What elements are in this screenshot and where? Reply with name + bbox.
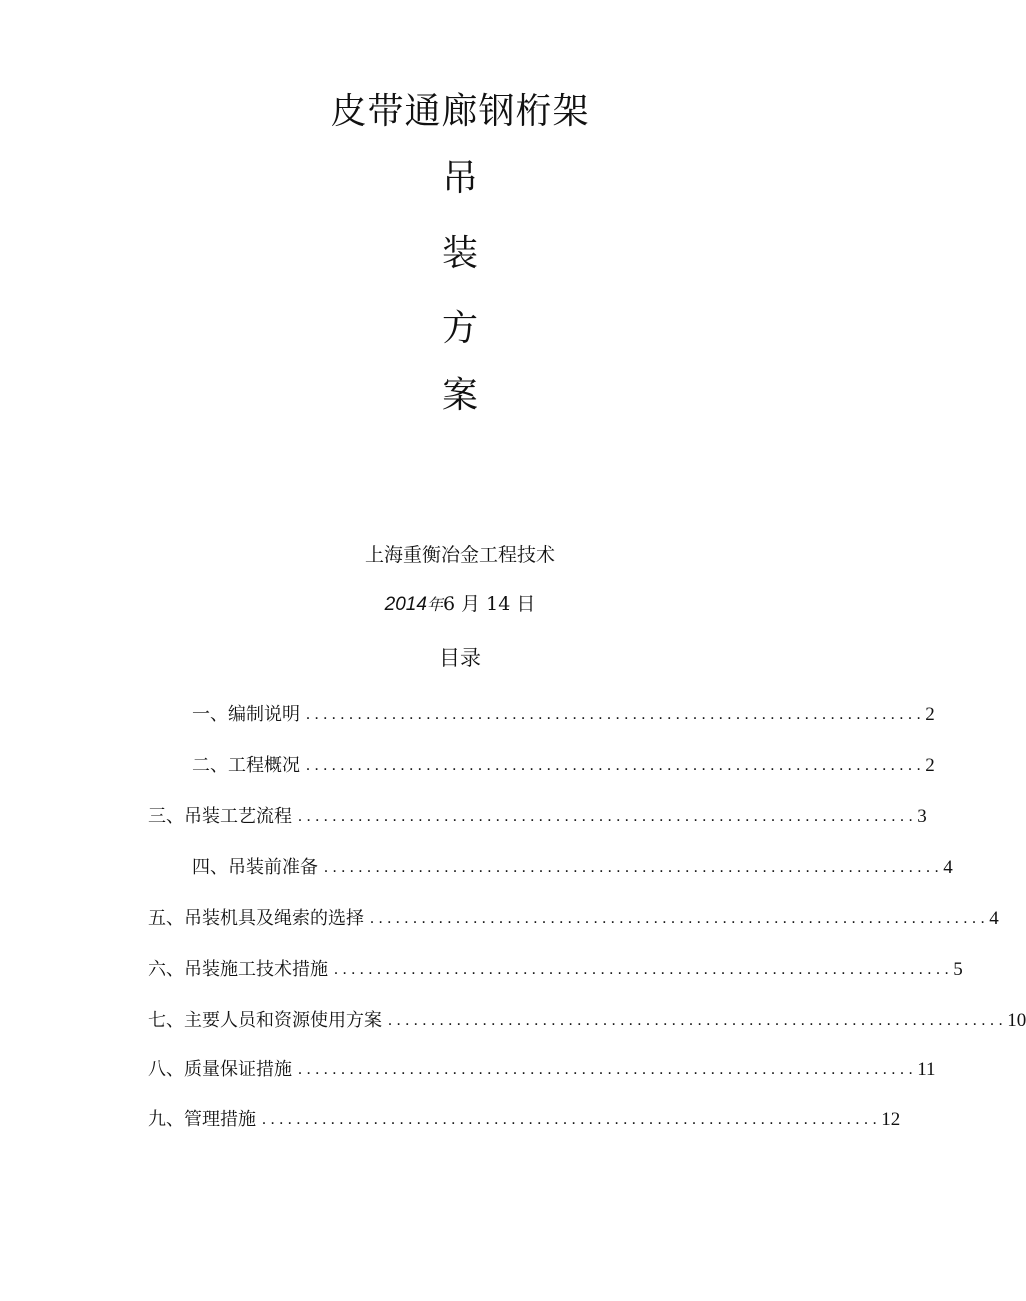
toc-item-label: 九、管理措施 [148,1109,256,1130]
toc-leader-dots: ........................................................................ [306,757,926,774]
toc-leader-dots: ........................................................................ [298,1061,918,1078]
toc-item-page: 2 [925,704,935,725]
toc-leader-dots: ........................................................................ [298,808,918,825]
date-rest: 6 月 14 日 [442,593,536,615]
date-year-char: 年 [426,595,443,614]
toc-item-page: 3 [917,806,927,827]
toc-leader-dots: ........................................................................ [262,1111,882,1128]
toc-item-page: 12 [881,1109,901,1130]
title-char-3: 方 [441,308,478,349]
toc-leader-dots: ........................................................................ [388,1012,1008,1029]
title-char-1: 吊 [441,158,478,199]
toc-item-label: 一、编制说明 [192,704,300,725]
toc-item-label: 五、吊装机具及绳索的选择 [148,908,364,929]
toc-item-label: 六、吊装施工技术措施 [148,959,328,980]
title-char-2: 装 [441,233,478,274]
toc-item[interactable] [192,753,935,779]
toc-item-page: 5 [953,959,963,980]
toc-item[interactable] [148,1008,1026,1034]
toc-item[interactable] [192,855,953,881]
toc-item-label: 三、吊装工艺流程 [148,806,292,827]
toc-leader-dots: ........................................................................ [334,961,954,978]
toc-item-label: 二、工程概况 [192,755,300,776]
toc-item[interactable] [148,957,963,983]
document-date [0,590,920,619]
company-name: 上海重衡冶金工程技术 [364,544,555,566]
toc-item[interactable] [148,1107,901,1133]
toc-item-label: 四、吊装前准备 [192,857,318,878]
toc-item[interactable] [148,906,999,932]
date-year: 2014 [384,594,427,615]
toc-item-label: 八、质量保证措施 [148,1059,292,1080]
toc-item-page: 4 [989,908,999,929]
toc-item-page: 10 [1007,1010,1026,1031]
toc-item[interactable] [148,1057,936,1083]
toc-item-page: 2 [925,755,935,776]
toc-leader-dots: ........................................................................ [306,706,926,723]
toc-item[interactable] [192,702,935,728]
document-title: 皮带通廊钢桁架 [330,91,590,132]
toc-heading: 目录 [439,646,481,670]
toc-item-page: 11 [917,1059,936,1080]
toc-leader-dots: ........................................................................ [370,910,990,927]
toc-item[interactable] [148,804,927,830]
title-char-4: 案 [441,375,478,416]
toc-leader-dots: ........................................................................ [324,859,944,876]
toc-item-page: 4 [943,857,953,878]
toc-item-label: 七、主要人员和资源使用方案 [148,1010,382,1031]
